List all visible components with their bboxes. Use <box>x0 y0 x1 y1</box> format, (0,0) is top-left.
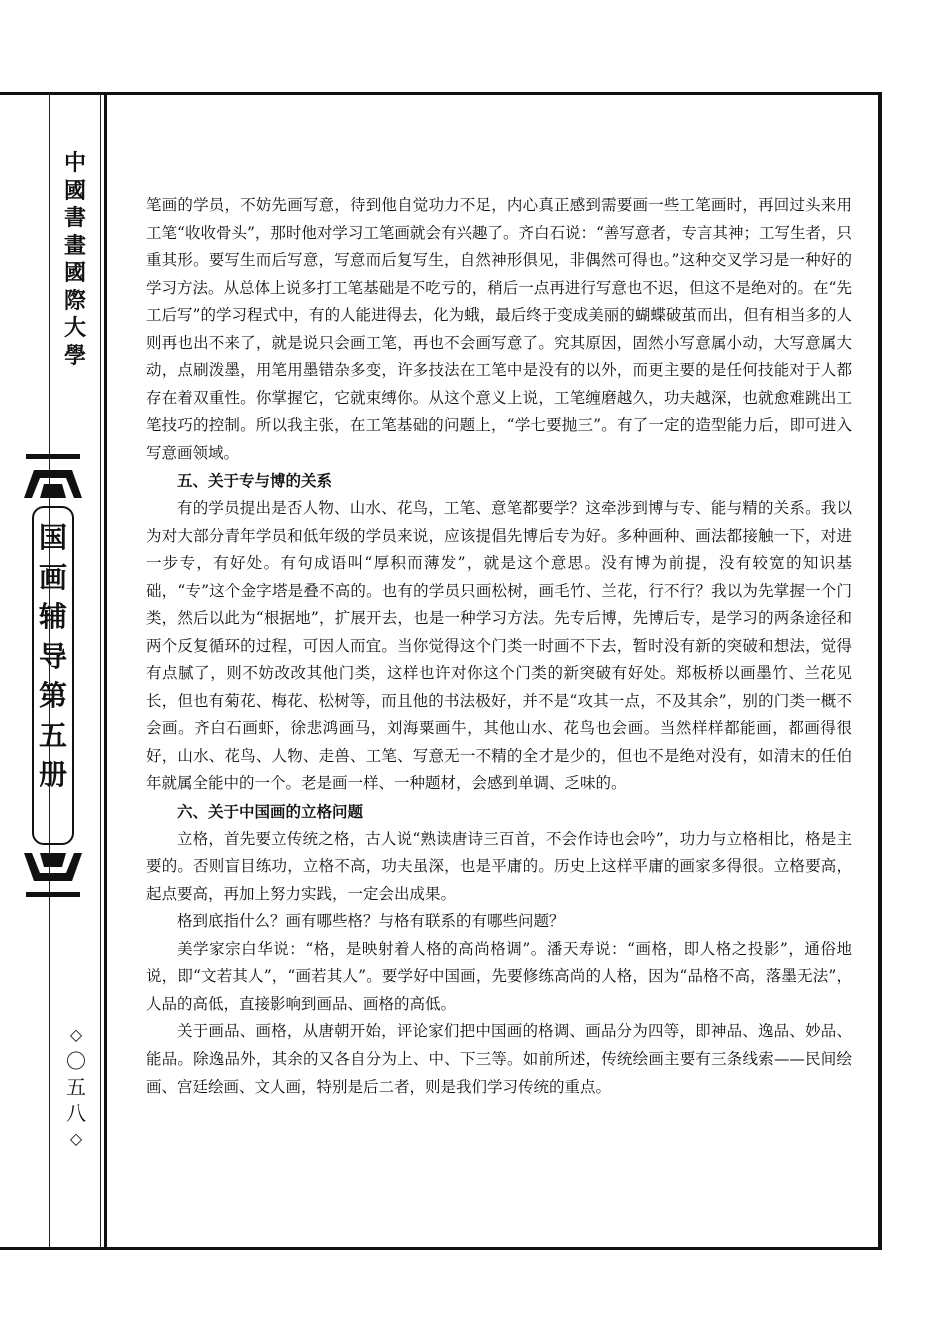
ornament-cap-top-icon <box>22 452 84 500</box>
series-title-char: 學 <box>63 342 86 369</box>
paragraph: 格到底指什么？画有哪些格？与格有联系的有哪些问题？ <box>177 912 565 931</box>
paragraph: 关于画品、画格，从唐朝开始，评论家们把中国画的格调、画品分为四等，即神品、逸品、妙品、能品。除逸品外，其余的又各自分为上、中、下三等。如前所述，传统绘画主要有三条线索——民间绘画、宫廷绘画、文人画，特别是后二者，则是我们学习传统的重点。 <box>146 1022 852 1096</box>
series-title-char: 國 <box>63 177 86 204</box>
diamond-icon: ◇ <box>69 1025 83 1044</box>
page-number <box>58 1022 94 1152</box>
section-heading: 五、关于专与博的关系 <box>177 471 333 491</box>
section-heading: 六、关于中国画的立格问题 <box>177 802 364 822</box>
volume-title-char: 册 <box>38 758 67 791</box>
ornament-cap-bottom-icon <box>22 851 84 899</box>
series-title-char: 畫 <box>63 232 86 259</box>
volume-title-char: 国 <box>38 521 67 554</box>
volume-title-char: 画 <box>38 560 67 594</box>
paragraph: 笔画的学员，不妨先画写意，待到他自觉功力不足，内心真正感到需要画一些工笔画时，再回过头来用工笔“收收骨头”，那时他对学习工笔画就会有兴趣了。齐白石说：“善写意者，专言其神；工写生者，只重其形。要写生而后写意，写意而后复写生，自然神形俱见，非偶然可得也。”这种交叉学习是一种好的学习方法。从总体上说多打工笔基础是不吃亏的，稍后一点再进行写意也不迟，但这不是绝对的。在“先工后写”的学习程式中，有的人能进得去，化为蛾，最后终于变成美丽的蝴蝶破茧而出，但有相当多的人则再也出不来了，就是说只会画工笔，再也不会画写意了。究其原因，固然小写意属小动，大写意属大动，点刷泼墨，用笔用墨错杂多变，许多技法在工笔中是没有的以外，而更主要的是任何技能对于人都存在着双重性。你掌握它，它就束缚你。从这个意义上说，工笔缠磨越久，功夫越深，也就愈难跳出工笔技巧的控制。所以我主张，在工笔基础的问题上，“学七要抛三”。有了一定的造型能力后，即可进入写意画领域。 <box>146 196 852 462</box>
volume-title-char: 第 <box>38 679 67 712</box>
volume-label <box>22 452 84 899</box>
series-title-char: 中 <box>63 150 86 176</box>
body-text <box>146 192 852 1101</box>
paragraph: 有的学员提出是否人物、山水、花鸟，工笔、意笔都要学？这牵涉到博与专、能与精的关系。我以为对大部分青年学员和低年级的学员来说，应该提倡先博后专为好。多种画种、画法都接触一下，对进一步专，有好处。有句成语叫“厚积而薄发”，就是这个意思。没有博为前提，没有较宽的知识基础，“专”这个金字塔是叠不高的。也有的学员只画松树，画毛竹、兰花，行不行？我以为先掌握一个门类，然后以此为“根据地”，扩展开去，也是一种学习方法。先专后博，先博后专，是学习的两条途径和两个反复循环的过程，可因人而宜。当你觉得这个门类一时画不下去，暂时没有新的突破和想法，觉得有点腻了，则不妨改改其他门类，这样也许对你这个门类的新突破有好处。郑板桥以画墨竹、兰花见长，但也有菊花、梅花、松树等，而且他的书法极好，并不是“攻其一点，不及其余”，别的门类一概不会画。齐白石画虾，徐悲鸿画马，刘海粟画牛，其他山水、花鸟也会画。当然样样都能画，都画得很好，山水、花鸟、人物、走兽、工笔、写意无一不精的全才是少的，但也不是绝对没有，如清末的任伯年就属全能中的一个。老是画一样、一种题材，会感到单调、乏味的。 <box>146 499 852 793</box>
sidebar-rule-inner <box>100 95 101 1248</box>
series-title <box>58 150 92 370</box>
volume-title-char: 五 <box>38 718 67 752</box>
volume-title-char: 辅 <box>38 600 67 633</box>
page-number-char: 五 <box>66 1075 86 1099</box>
page-number-char: 〇 <box>66 1049 86 1073</box>
sidebar-rule-thick <box>104 95 107 1248</box>
volume-title <box>22 518 84 795</box>
volume-title-char: 导 <box>38 639 67 673</box>
series-title-char: 國 <box>63 260 86 286</box>
paragraph: 立格，首先要立传统之格，古人说“熟读唐诗三百首，不会作诗也会吟”，功力与立格相比，格是主要的。否则盲目练功，立格不高，功夫虽深，也是平庸的。历史上这样平庸的画家多得很。立格要高，起点要高，再加上努力实践，一定会出成果。 <box>146 829 852 903</box>
diamond-icon: ◇ <box>69 1129 83 1148</box>
series-title-char: 際 <box>63 287 86 314</box>
page-number-char: 八 <box>66 1101 86 1125</box>
paragraph: 美学家宗白华说：“格，是映射着人格的高尚格调”。潘天寿说：“画格，即人格之投影”，通俗地说，即“文若其人”，“画若其人”。要学好中国画，先要修练高尚的人格，因为“品格不高，落墨无法”，人品的高低，直接影响到画品、画格的高低。 <box>146 939 852 1013</box>
series-title-char: 書 <box>63 205 86 231</box>
series-title-char: 大 <box>63 315 86 341</box>
